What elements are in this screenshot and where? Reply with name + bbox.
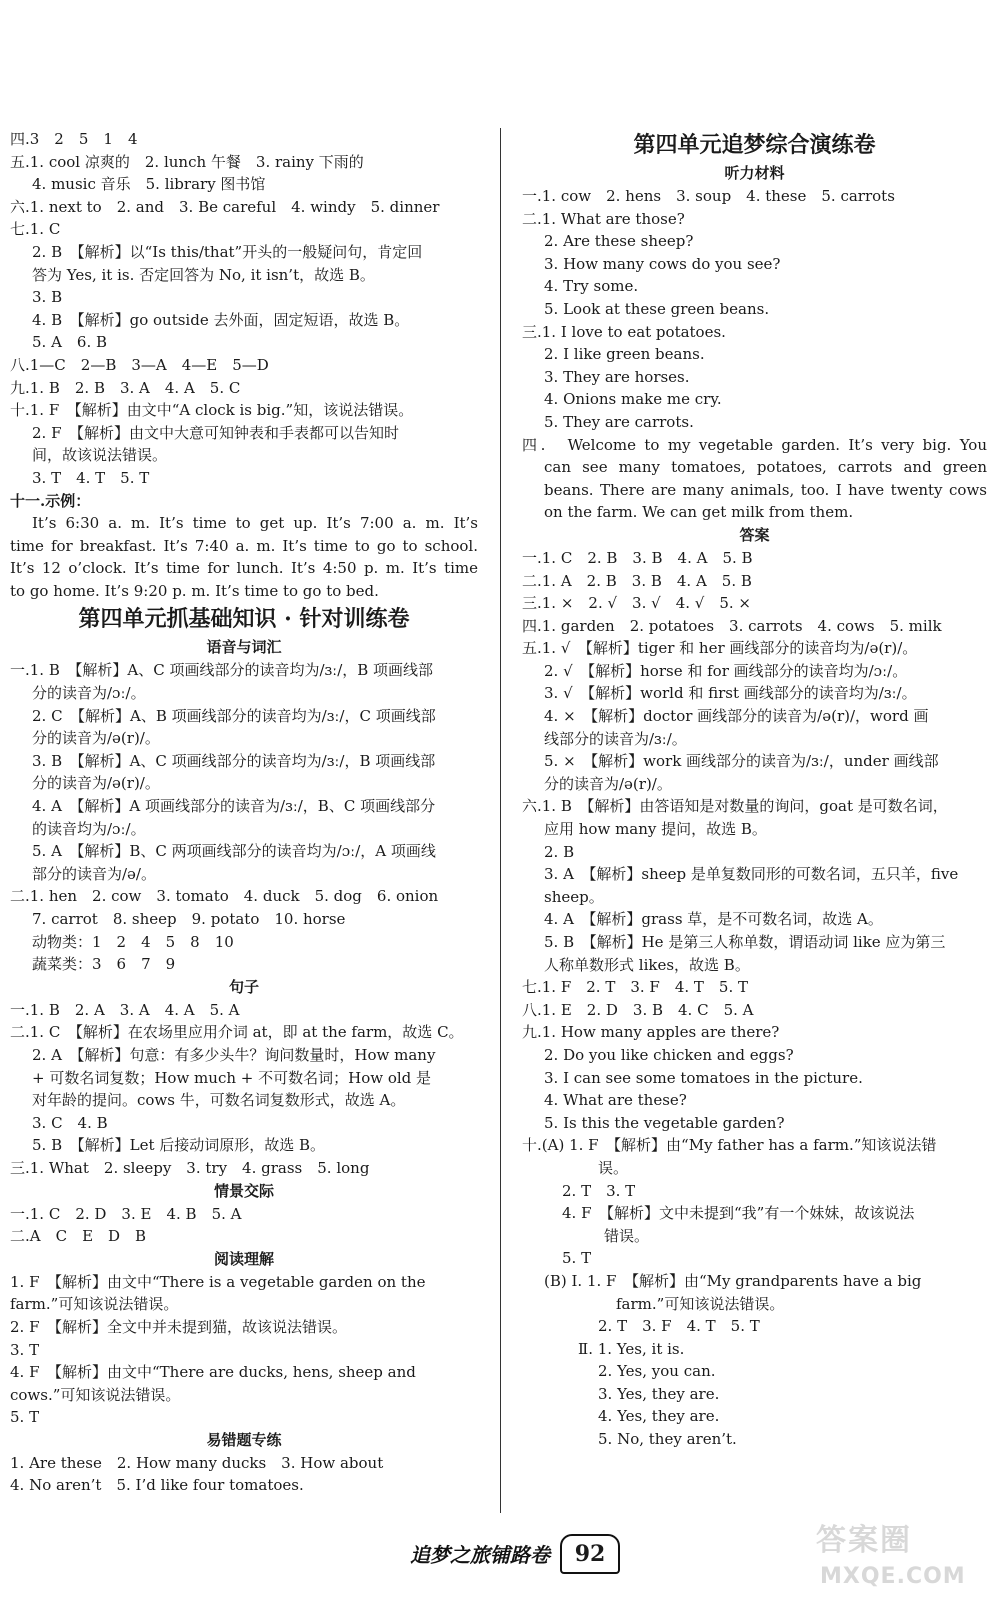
answer-line: 4. No aren’t 5. I’d like four tomatoes. [10, 1476, 304, 1495]
answer-line: 的读音均为/ɔː/。 [32, 819, 146, 838]
answer-line: 1. Are these 2. How many ducks 3. How about [10, 1453, 384, 1472]
answer-line: 二.1. A 2. B 3. B 4. A 5. B [522, 571, 752, 590]
answer-line: 2. I like green beans. [544, 345, 705, 364]
answer-line: 四.1. garden 2. potatoes 3. carrots 4. cows 5. milk [522, 616, 942, 635]
answer-line: 七.1. C [10, 220, 61, 239]
answer-line: 5. A 6. B [32, 333, 108, 352]
answer-line: 十.1. F 【解析】由文中“A clock is big.”知，该说法错误。 [10, 401, 414, 420]
answer-line: sheep。 [544, 887, 604, 906]
answer-line: 4. A 【解析】A 项画线部分的读音为/ɜː/，B、C 项画线部分 [32, 797, 436, 816]
answer-line: 2. B [544, 842, 575, 861]
answer-line: 分的读音为/ə(r)/。 [32, 729, 160, 748]
section-heading: 情景交际 [213, 1181, 274, 1200]
answer-line: 2. √ 【解析】horse 和 for 画线部分的读音均为/ɔː/。 [544, 661, 908, 680]
answer-line: 4. Try some. [544, 277, 639, 296]
answer-line: 八.1. E 2. D 3. B 4. C 5. A [522, 1000, 754, 1019]
answer-line: 十一.示例： [10, 491, 91, 510]
answer-line: farm.”可知该说法错误。 [10, 1295, 179, 1314]
answer-line: 线部分的读音为/ɜː/。 [544, 729, 687, 748]
answer-line: 六.1. next to 2. and 3. Be careful 4. windy 5. dinner [10, 197, 440, 216]
answer-line: 3. C 4. B [32, 1113, 108, 1132]
section-heading: 语音与词汇 [206, 638, 282, 657]
answer-line: 七.1. F 2. T 3. F 4. T 5. T [522, 978, 748, 997]
answer-line: 4. F 【解析】文中未提到“我”有一个妹妹，故该说法 [562, 1204, 915, 1223]
answer-line: 2. C 【解析】A、B 项画线部分的读音均为/ɜː/，C 项画线部 [32, 706, 436, 725]
essay-line: It’s 6:30 a. m. It’s time to get up. It’s 7:00 a. m. It’s [32, 514, 478, 533]
answer-line: 3. T [10, 1340, 40, 1359]
section-heading: 句子 [228, 977, 259, 996]
answer-line: 2. Do you like chicken and eggs? [544, 1045, 794, 1064]
answer-line: 二.1. What are those? [522, 209, 685, 228]
answer-line: 4. B 【解析】go outside 去外面，固定短语，故选 B。 [32, 310, 410, 329]
section-heading: 答案 [739, 525, 770, 544]
answer-line: 5. Look at these green beans. [544, 299, 770, 318]
answer-line: 部分的读音为/ə/。 [32, 864, 156, 883]
answer-line: 八.1—C 2—B 3—A 4—E 5—D [10, 355, 269, 374]
answer-line: 3. How many cows do you see? [544, 254, 781, 273]
answer-line: 2. B 【解析】以“Is this/that”开头的一般疑问句，肯定回 [32, 242, 423, 261]
answer-line: 九.1. How many apples are there? [522, 1023, 780, 1042]
passage-line: 四. Welcome to my vegetable garden. It’s very big. You [522, 435, 987, 454]
answer-line: 对年龄的提问。cows 牛，可数名词复数形式，故选 A。 [32, 1091, 406, 1110]
answer-line: 间，故该说法错误。 [32, 446, 168, 465]
answer-line: 2. F 【解析】由文中大意可知钟表和手表都可以告知时 [32, 423, 399, 442]
answer-line: 一.1. C 2. B 3. B 4. A 5. B [522, 548, 753, 567]
section-heading: 易错题专练 [206, 1430, 282, 1449]
answer-line: 2. Are these sheep? [544, 232, 694, 251]
answer-line: 误。 [598, 1158, 629, 1177]
passage-line: beans. There are many animals, too. I have twenty cows [544, 480, 987, 499]
answer-line: 分的读音为/ɔː/。 [32, 684, 146, 703]
answer-line: + 可数名词复数；How much + 不可数名词；How old 是 [32, 1068, 432, 1087]
answer-line: 5. T [562, 1249, 592, 1268]
answer-line: 5. They are carrots. [544, 412, 694, 431]
passage-line: on the farm. We can get milk from them. [544, 503, 854, 522]
answer-line: 5. B 【解析】He 是第三人称单数，谓语动词 like 应为第三 [544, 933, 946, 951]
answer-line: 五.1. √ 【解析】tiger 和 her 画线部分的读音均为/ə(r)/。 [522, 639, 918, 658]
section-heading: 阅读理解 [213, 1249, 274, 1268]
answer-line: 五.1. cool 凉爽的 2. lunch 午餐 3. rainy 下雨的 [10, 152, 364, 171]
answer-line: 2. T 3. T [562, 1181, 636, 1200]
unit-title: 第四单元追梦综合演练卷 [633, 132, 876, 158]
answer-line: 动物类：1 2 4 5 8 10 [32, 932, 234, 951]
essay-line: It’s 12 o’clock. It’s time for lunch. It’s 4:50 p. m. It’s time [10, 559, 478, 578]
answer-line: 三.1. I love to eat potatoes. [522, 322, 726, 341]
brand-logo: 追梦之旅铺路卷 [410, 1543, 550, 1567]
answer-line: 5. B 【解析】Let 后接动词原形，故选 B。 [32, 1136, 326, 1155]
answer-line: 5. T [10, 1408, 40, 1427]
page-number: 92 [560, 1534, 620, 1574]
answer-line: 7. carrot 8. sheep 9. potato 10. horse [32, 910, 346, 928]
watermark-text: 答案圈 [816, 1523, 912, 1558]
answer-line: 5. A 【解析】B、C 两项画线部分的读音均为/ɔː/，A 项画线 [32, 842, 436, 861]
answer-line: 3. I can see some tomatoes in the picture. [544, 1068, 863, 1087]
answer-line: 1. F 【解析】由文中“There is a vegetable garden on the [10, 1272, 426, 1291]
page-footer [410, 1528, 640, 1578]
answer-line: 三.1. × 2. √ 3. √ 4. √ 5. × [522, 594, 751, 613]
answer-line: 2. F 【解析】全文中并未提到猫，故该说法错误。 [10, 1317, 347, 1336]
answer-line: 一.1. B 【解析】A、C 项画线部分的读音均为/ɜː/，B 项画线部 [10, 661, 434, 680]
answer-line: 3. They are horses. [544, 367, 690, 386]
answer-line: 5. × 【解析】work 画线部分的读音为/ɜː/，under 画线部 [544, 752, 939, 771]
answer-line: 3. B [32, 288, 63, 307]
answer-line: 2. T 3. F 4. T 5. T [598, 1317, 760, 1336]
answer-line: 4. What are these? [544, 1091, 687, 1110]
section-heading: 听力材料 [724, 164, 785, 182]
answer-line: 2. Yes, you can. [598, 1362, 716, 1381]
answer-line: 一.1. C 2. D 3. E 4. B 5. A [10, 1204, 242, 1223]
answer-line: 六.1. B 【解析】由答语知是对数量的询问，goat 是可数名词， [522, 797, 948, 816]
watermark-url: MXQE.COM [820, 1564, 966, 1589]
passage-line: can see many tomatoes, potatoes, carrots and green [544, 458, 987, 477]
answer-line: 5. Is this the vegetable garden? [544, 1113, 785, 1132]
left-column [10, 128, 478, 1497]
answer-line: 二.1. hen 2. cow 3. tomato 4. duck 5. dog 6. onion [10, 887, 439, 906]
answer-line: (B) Ⅰ. 1. F 【解析】由“My grandparents have a big [544, 1271, 922, 1290]
answer-line: 3. √ 【解析】world 和 first 画线部分的读音均为/ɜː/。 [544, 684, 917, 703]
answer-line: 3. T 4. T 5. T [32, 468, 150, 487]
answer-line: 分的读音为/ə(r)/。 [32, 774, 160, 793]
answer-line: 一.1. B 2. A 3. A 4. A 5. A [10, 1000, 240, 1019]
answer-line: 二.1. C 【解析】在农场里应用介词 at，即 at the farm，故选 C。 [10, 1023, 464, 1042]
answer-line: 4. A 【解析】grass 草，是不可数名词，故选 A。 [544, 910, 883, 929]
answer-line: 4. × 【解析】doctor 画线部分的读音为/ə(r)/，word 画 [544, 707, 929, 726]
answer-line: 十.(A) 1. F 【解析】由“My father has a farm.”知该说法错 [522, 1136, 937, 1155]
answer-line: 人称单数形式 likes，故选 B。 [544, 955, 750, 974]
answer-line: 2. A 【解析】句意：有多少头牛？询问数量时，How many [32, 1045, 436, 1064]
answer-line: 4. Yes, they are. [598, 1407, 720, 1426]
answer-line: farm.”可知该说法错误。 [616, 1294, 785, 1313]
answer-line: 答为 Yes, it is. 否定回答为 No, it isn’t，故选 B。 [32, 265, 375, 284]
answer-line: 3. B 【解析】A、C 项画线部分的读音均为/ɜː/，B 项画线部 [32, 751, 436, 770]
answer-line: Ⅱ. 1. Yes, it is. [578, 1339, 685, 1358]
answer-line: 九.1. B 2. B 3. A 4. A 5. C [10, 378, 241, 397]
answer-line: 应用 how many 提问，故选 B。 [544, 820, 767, 839]
answer-line: 二.A C E D B [10, 1227, 147, 1246]
essay-line: time for breakfast. It’s 7:40 a. m. It’s time to go to school. [10, 536, 478, 555]
answer-line: 四.3 2 5 1 4 [10, 130, 138, 148]
column-divider [500, 128, 501, 1513]
right-column [522, 128, 987, 1451]
essay-line: to go home. It’s 9:20 p. m. It’s time to go to bed. [10, 581, 379, 600]
answer-line: 3. Yes, they are. [598, 1384, 720, 1403]
answer-line: cows.”可知该说法错误。 [10, 1385, 181, 1404]
answer-line: 4. music 音乐 5. library 图书馆 [32, 175, 266, 194]
answer-line: 4. F 【解析】由文中“There are ducks, hens, sheep and [10, 1363, 416, 1382]
answer-line: 分的读音为/ə(r)/。 [544, 774, 672, 793]
answer-line: 4. Onions make me cry. [544, 390, 722, 409]
answer-line: 错误。 [604, 1226, 650, 1245]
answer-line: 蔬菜类：3 6 7 9 [32, 955, 176, 974]
answer-line: 3. A 【解析】sheep 是单复数同形的可数名词，五只羊，five [544, 865, 959, 884]
unit-title: 第四单元抓基础知识 · 针对训练卷 [78, 606, 410, 633]
answer-line: 一.1. cow 2. hens 3. soup 4. these 5. carrots [522, 187, 895, 205]
answer-line: 5. No, they aren’t. [598, 1430, 737, 1449]
watermark [808, 1523, 978, 1594]
answer-line: 三.1. What 2. sleepy 3. try 4. grass 5. long [10, 1158, 370, 1177]
